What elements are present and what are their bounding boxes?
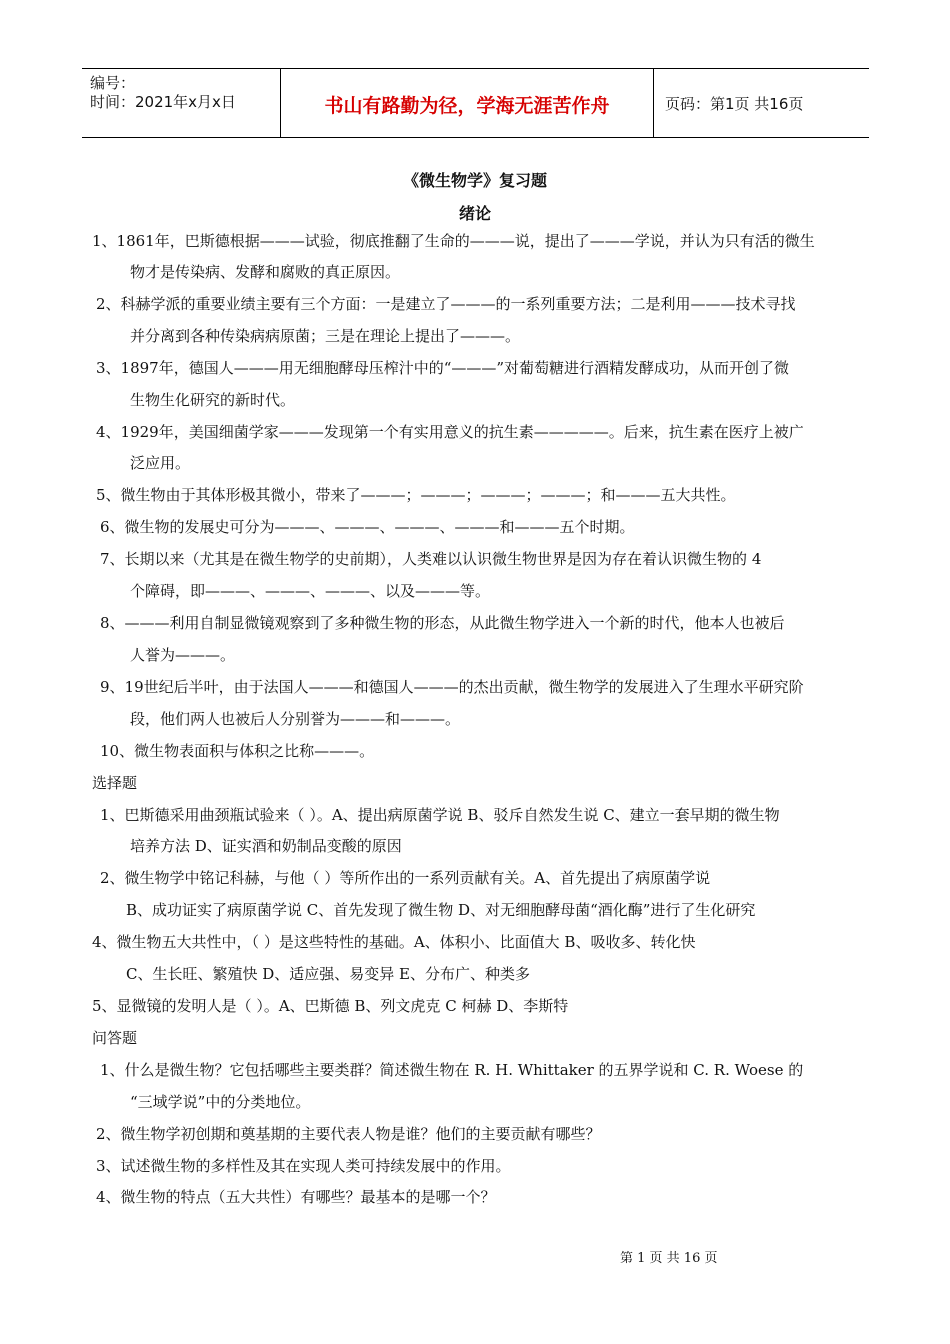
question-line: 10、微生物表面积与体积之比称———。 bbox=[100, 742, 375, 760]
question-line: 并分离到各种传染病病原菌；三是在理论上提出了———。 bbox=[130, 327, 521, 345]
question-line: 2、微生物学初创期和奠基期的主要代表人物是谁？他们的主要贡献有哪些？ bbox=[96, 1125, 601, 1143]
question-line: 培养方法 D、证实酒和奶制品变酸的原因 bbox=[130, 837, 402, 855]
question-line: 生物生化研究的新时代。 bbox=[130, 391, 296, 409]
document-header bbox=[82, 68, 869, 138]
time-label: 时间：2021年x月x日 bbox=[90, 93, 236, 111]
question-line: 9、19世纪后半叶，由于法国人———和德国人———的杰出贡献，微生物学的发展进入了生理水平研究阶 bbox=[100, 678, 804, 696]
question-line: 6、微生物的发展史可分为———、———、———、———和———五个时期。 bbox=[100, 518, 635, 536]
question-line: 1、1861年，巴斯德根据———试验，彻底推翻了生命的———说，提出了———学说，并认为只有活的微生 bbox=[92, 232, 815, 250]
number-label: 编号： bbox=[90, 74, 136, 92]
question-line: 2、科赫学派的重要业绩主要有三个方面：一是建立了———的一系列重要方法；二是利用———技术寻找 bbox=[96, 295, 796, 313]
section-heading-choice: 选择题 bbox=[92, 774, 138, 792]
section-title: 绪论 bbox=[458, 204, 491, 223]
header-motto-cell bbox=[280, 69, 654, 137]
question-line: B、成功证实了病原菌学说 C、首先发现了微生物 D、对无细胞酵母菌“酒化酶”进行了生化研究 bbox=[126, 901, 756, 919]
question-line: 8、———利用自制显微镜观察到了多种微生物的形态，从此微生物学进入一个新的时代，他本人也被后 bbox=[100, 614, 785, 632]
question-line: 人誉为———。 bbox=[130, 646, 236, 664]
question-line: 5、微生物由于其体形极其微小，带来了———；———；———；———；和———五大共性。 bbox=[96, 486, 736, 504]
question-line: 3、试述微生物的多样性及其在实现人类可持续发展中的作用。 bbox=[96, 1157, 511, 1175]
document-title: 《微生物学》复习题 bbox=[402, 171, 547, 190]
question-line: 1、什么是微生物？它包括哪些主要类群？简述微生物在 R. H. Whittaker 的五界学说和 C. R. Woese 的 bbox=[100, 1061, 804, 1079]
question-line: 4、微生物的特点（五大共性）有哪些？最基本的是哪一个？ bbox=[96, 1188, 496, 1206]
question-line: “三域学说”中的分类地位。 bbox=[130, 1093, 311, 1111]
question-line: 2、微生物学中铭记科赫，与他（ ）等所作出的一系列贡献有关。A、首先提出了病原菌学说 bbox=[100, 869, 711, 887]
question-line: 4、1929年，美国细菌学家———发现第一个有实用意义的抗生素—————。后来，抗生素在医疗上被广 bbox=[96, 423, 804, 441]
section-heading-qa: 问答题 bbox=[92, 1029, 138, 1047]
motto: 书山有路勤为径，学海无涯苦作舟 bbox=[324, 95, 610, 117]
page-number-label: 页码：第1页 共16页 bbox=[665, 95, 804, 113]
page-footer: 第 1 页 共 16 页 bbox=[620, 1251, 718, 1266]
question-line: 3、1897年，德国人———用无细胞酵母压榨汁中的“———”对葡萄糖进行酒精发酵成功，从而开创了微 bbox=[96, 359, 790, 377]
question-line: 物才是传染病、发酵和腐败的真正原因。 bbox=[130, 263, 401, 281]
question-line: 泛应用。 bbox=[130, 454, 191, 472]
question-line: 4、微生物五大共性中，（ ）是这些特性的基础。A、体积小、比面值大 B、吸收多、转化快 bbox=[92, 933, 696, 951]
header-page-cell bbox=[653, 69, 869, 137]
question-line: 7、长期以来（尤其是在微生物学的史前期），人类难以认识微生物世界是因为存在着认识微生物的 4 bbox=[100, 550, 762, 568]
question-line: 5、显微镜的发明人是（ ）。A、巴斯德 B、列文虎克 C 柯赫 D、李斯特 bbox=[92, 997, 569, 1015]
question-line: C、生长旺、繁殖快 D、适应强、易变异 E、分布广、种类多 bbox=[126, 965, 530, 983]
header-meta-cell bbox=[82, 69, 280, 137]
question-line: 1、巴斯德采用曲颈瓶试验来（ ）。A、提出病原菌学说 B、驳斥自然发生说 C、建立一套早期的微生物 bbox=[100, 806, 780, 824]
question-line: 段，他们两人也被后人分别誉为———和———。 bbox=[130, 710, 461, 728]
question-line: 个障碍，即———、———、———、以及———等。 bbox=[130, 582, 491, 600]
